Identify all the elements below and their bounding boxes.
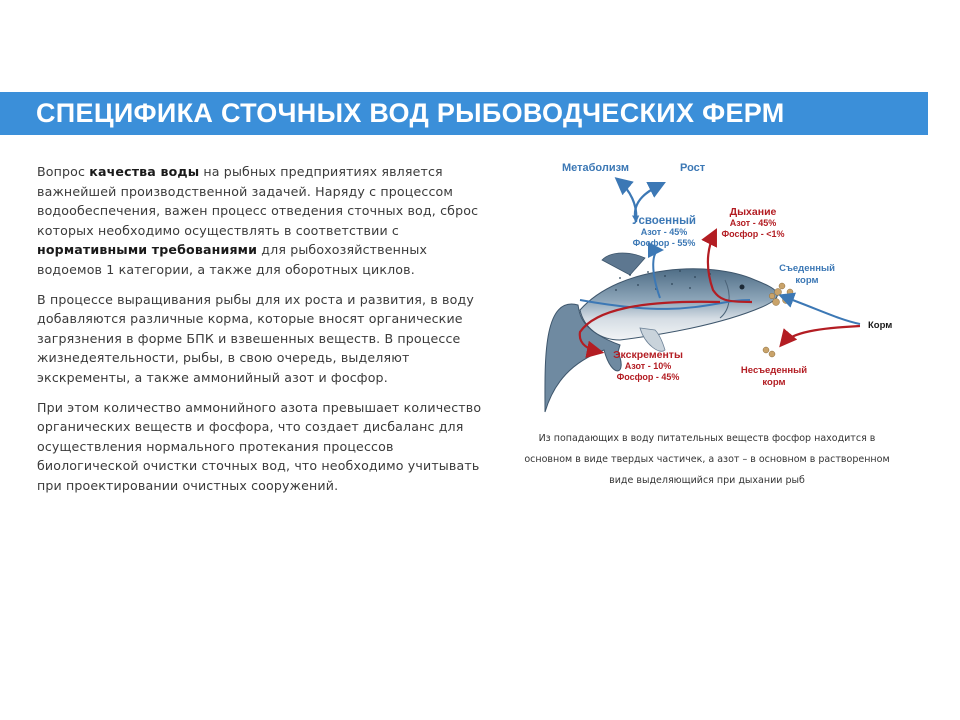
arrow-to-eaten-feed	[782, 296, 860, 324]
label-assimilated	[628, 215, 700, 249]
excrement-nitrogen: Азот - 10%	[624, 361, 672, 371]
body-text	[37, 162, 495, 506]
assimilated-title: Усвоенный	[632, 215, 696, 227]
uneaten-feed-line1: Несъеденный	[740, 365, 808, 376]
diagram-caption: Из попадающих в воду питательных веществ фосфор находится в основном в виде твердых частичек, а азот – в основном в растворенном виде выделяющийся при дыхании рыб	[524, 433, 890, 486]
label-respiration	[718, 206, 788, 240]
respiration-nitrogen: Азот - 45%	[729, 218, 777, 228]
fish-nutrient-diagram	[520, 150, 920, 420]
paragraph-1-part: на рыбных предприятиях является важнейшей производственной задачей. Наряду с процессом водообеспечения, важен процесс отведения сточных вод, сброс которых необходимо осуществлять в соответствии с	[37, 164, 479, 238]
eaten-feed-line1: Съеденный	[779, 263, 835, 274]
eaten-feed-line2: корм	[795, 275, 819, 286]
paragraph-1	[37, 162, 495, 280]
title-bar	[0, 92, 928, 135]
label-metabolism: Метаболизм	[562, 162, 629, 174]
respiration-phosphorus: Фосфор - <1%	[721, 229, 785, 239]
label-uneaten-feed	[734, 365, 814, 389]
paragraph-1-part: для рыбохозяйственных водоемов 1 категории, а также для оборотных циклов.	[37, 242, 428, 277]
label-excrement	[608, 349, 688, 383]
fish-diagram-graphics	[520, 150, 920, 420]
label-growth: Рост	[680, 162, 706, 174]
paragraph-1-part: Вопрос	[37, 164, 90, 179]
label-feed: Корм	[868, 320, 893, 331]
page-title: СПЕЦИФИКА СТОЧНЫХ ВОД РЫБОВОДЧЕСКИХ ФЕРМ	[36, 98, 785, 128]
assimilated-phosphorus: Фосфор - 55%	[632, 238, 696, 248]
assimilated-nitrogen: Азот - 45%	[640, 227, 688, 237]
emphasis-water-quality: качества воды	[89, 164, 200, 179]
paragraph-3: При этом количество аммонийного азота превышает количество органических веществ и фосфора, что создает дисбаланс для осуществления нормального протекания процессов биологической очистки сточных вод, что необходимо учитывать при проектировании очистных сооружений.	[37, 399, 482, 493]
excrement-title: Экскременты	[613, 349, 683, 361]
uneaten-feed-line2: корм	[762, 377, 786, 388]
excrement-phosphorus: Фосфор - 45%	[616, 372, 680, 382]
uneaten-feed-pellets	[763, 347, 775, 357]
emphasis-requirements: нормативными требованиями	[37, 242, 258, 258]
paragraph-2: В процессе выращивания рыбы для их роста и развития, в воду добавляются различные корма, которые вносят органические загрязнения в форме БПК и взвешенных веществ. В процессе жизнедеятельности, рыбы, в свою очередь, выделяют экскременты, а также аммонийный азот и фосфор.	[37, 291, 474, 385]
label-eaten-feed	[772, 263, 842, 287]
arrow-to-uneaten-feed	[782, 326, 860, 344]
respiration-title: Дыхание	[729, 206, 777, 218]
